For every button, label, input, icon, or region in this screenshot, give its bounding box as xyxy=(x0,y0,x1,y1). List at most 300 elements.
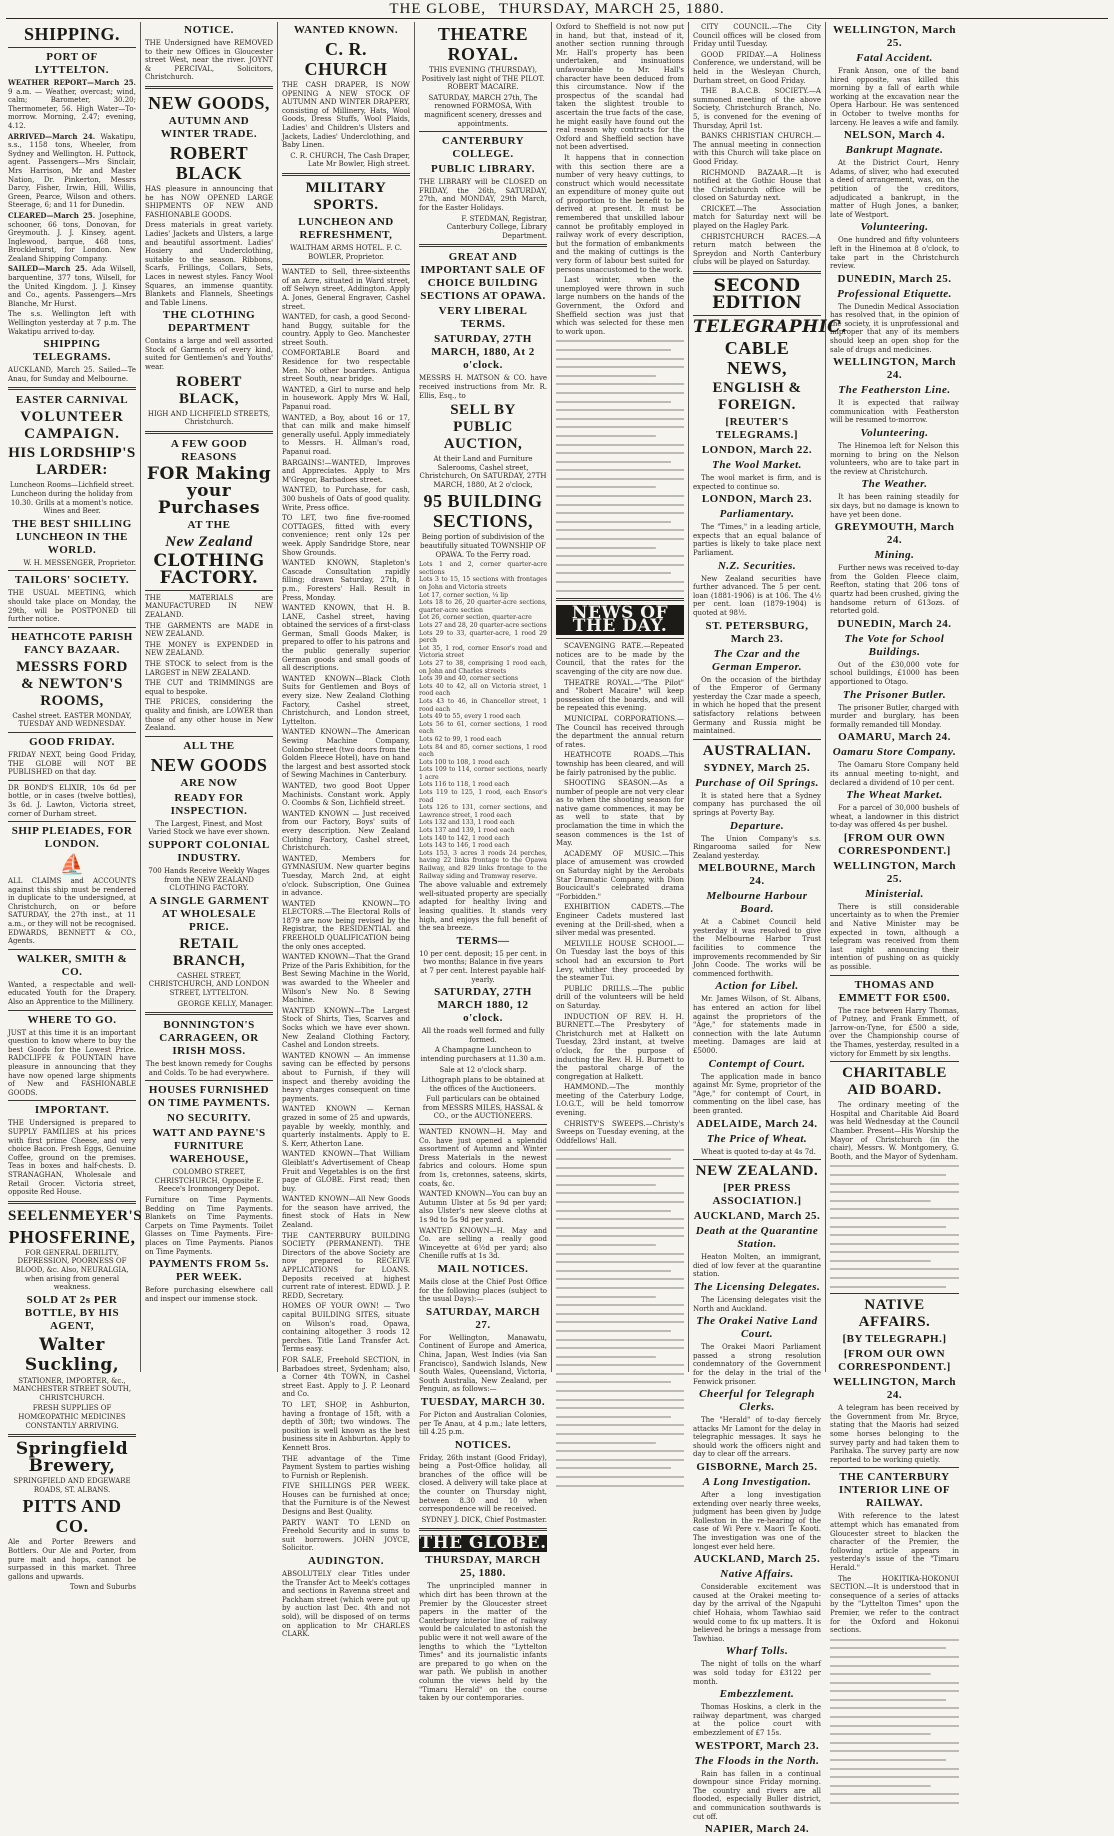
at-the: AT THE xyxy=(187,518,231,531)
where-to-go-body: JUST at this time it is an important question to know where to buy the best Goods for the Lowest Price. RADCLIFFE & FOUNTAIN have pleasure in announcing that they have now opened large shipments of New and FASHIONABLE GOODS. xyxy=(8,1028,136,1097)
interior-continuation xyxy=(830,1637,959,1807)
above-valuable: The above valuable and extremely well-situated property are specially adapted for healthy living and leasing qualities. It stands very high, and enjoys the full benefit of the sea breeze. xyxy=(419,881,547,933)
volunteer-campaign-heading: VOLUNTEER CAMPAIGN. xyxy=(20,409,124,443)
charitable-aid-heading: CHARITABLE AID BOARD. xyxy=(842,1065,947,1099)
classified-ad: WANTED, Members for GYMNASIUM. New quarter begins Tuesday, March 2nd, at eight o'clock. Subscription, One Guinea in advance. xyxy=(282,854,410,898)
largest-stock: The Largest, Finest, and Most Varied Stock we have ever shown. xyxy=(148,819,270,837)
lot-item: Lots 100 to 108, 1 rood each xyxy=(419,758,510,766)
classified-ad: THE CANTERBURY BUILDING SOCIETY (PERMANENT). THE Directors of the above Society are now prepared to RECEIVE APPLICATIONS for LOANS. Deposits received at highest current rate of interest. EDWD. J. P. REDD, Secretary. xyxy=(282,1231,410,1300)
long-investigation-heading: A Long Investigation. xyxy=(702,1476,812,1489)
seelenmeyer-heading: SEELENMEYER'S xyxy=(8,1207,143,1224)
reason-3: THE MONEY is EXPENDED in NEW ZEALAND. xyxy=(145,640,273,658)
column-5 xyxy=(552,22,689,1372)
harbour-board-heading: Melbourne Harbour Board. xyxy=(706,890,808,916)
fatal-accident-body: Frank Anson, one of the band hired opposite, was killed this morning by a fall of earth while working at the excavation near the Opera Harbour. He was sentenced in October to twelve months for larceny. He leaves a wife and family. xyxy=(830,67,959,127)
robert-black-heading: ROBERT BLACK xyxy=(169,142,249,183)
cleared-notice: CLEARED—March 25. Josephine, schooner, 66 tons, Donovan, for Greymouth. J. J. Kinsey, agent. Inglewood, barque, 468 tons, Brocklehurst, for London. New Zealand Shipping Company. xyxy=(8,210,136,263)
lot-item: Lots 126 to 131, corner sections, and Lawrence street, 1 rood each xyxy=(419,804,547,819)
embezzlement-body: Thomas Hoskins, a clerk in the railway department, was charged at the police court with embezzlement of £7 15s. xyxy=(693,1703,821,1737)
departure-heading: Departure. xyxy=(729,819,785,832)
good-friday-conference: GOOD FRIDAY.—A Holiness Conference, we understand, will be held in the Wesleyan Church, Durham street, on Good Friday. xyxy=(693,50,821,85)
masthead-date: THURSDAY, MARCH 25, 1880. xyxy=(498,1,725,17)
before-purchasing: Before purchasing elsewhere call and inspect our immense stock. xyxy=(145,1286,273,1303)
floods-heading: The Floods in the North. xyxy=(694,1754,820,1767)
reason-5: THE CUT and TRIMMINGS are equal to bespoke. xyxy=(145,679,273,696)
english-foreign: ENGLISH & FOREIGN. xyxy=(712,380,802,414)
mail-tuesday-body: For Picton and Australian Colonies, per Te Anau, at 4 p.m.; late letters, till 4.25 p.m. xyxy=(419,1410,547,1437)
charitable-continuation xyxy=(830,1163,959,1290)
classified-ad: WANTED KNOWN, that H. B. LANE, Cashel street, having obtained the services of a first-class German, Small Goods Maker, is prepared to offer to his patrons and the public generally superior German goods and small goods of all descriptions. xyxy=(282,604,410,673)
embezzlement-heading: Embezzlement. xyxy=(719,1688,795,1701)
prisoner-heading: The Prisoner Butler. xyxy=(842,688,947,701)
lot-item: Lots 43 to 46, in Chancellor street, 1 rood each xyxy=(419,697,547,713)
autumn-heading: AUTUMN AND WINTER TRADE. xyxy=(160,114,258,140)
lot-item: Lots 137 and 139, 1 rood each xyxy=(419,827,515,835)
reason-4: THE STOCK to select from is the LARGEST in NEW ZEALAND. xyxy=(145,660,273,677)
wanted-ad: WANTED KNOWN—You can buy an Autumn Ulster at 5s 9d per yard; also Ulster's new sleeve cloths at 1s 9d to 5s 9d per yard. xyxy=(419,1190,547,1224)
lot-item: Lots 153, 3 acres 3 roods 24 perches, having 22 links frontage to the Opawa Railway, and 829 links frontage to the Railway siding and Tramway reserve. xyxy=(419,849,547,880)
masthead xyxy=(6,0,1108,19)
lot-item: Lot 17, corner section, ¼ lip xyxy=(419,591,509,599)
column-4 xyxy=(415,22,552,1703)
weather-body: It has been raining steadily for six days, but no damage is known to have yet been done. xyxy=(830,493,959,519)
native-affairs-body: Considerable excitement was caused at the Orakei meeting to-day by the arrival of the Ngapuhi chief Hohaia, whom Tawhiao said would come to fix up matters. It is believed he brings a message from Tawhiao. xyxy=(693,1583,821,1643)
classified-ad: WANTED, a Boy, about 16 or 17, that can milk and make himself generally useful. Apply immediately to Messrs. H. Allman's road, Papanui road. xyxy=(282,413,410,456)
reuter-telegrams: [REUTER'S TELEGRAMS.] xyxy=(715,416,799,442)
by-telegraph: [BY TELEGRAPH.] xyxy=(842,1333,947,1346)
nz-securities-heading: N.Z. Securities. xyxy=(717,559,797,572)
dateline-london-22: LONDON, March 22. xyxy=(701,444,813,457)
messrs-ford-heading: MESSRS FORD & NEWTON'S ROOMS, xyxy=(16,658,128,709)
clothing-dept-heading: THE CLOTHING DEPARTMENT xyxy=(162,309,256,335)
departure-body: The Union Company's s.s. Ringarooma sailed for New Zealand yesterday. xyxy=(693,834,821,860)
sell-auction: SELL BY PUBLIC AUCTION, xyxy=(443,402,523,453)
lot-item: Lots 1 and 2, corner quarter-acre sections xyxy=(419,561,547,576)
classified-ad: WANTED KNOWN—TO ELECTORS.—The Electoral Rolls of 1879 are now being revised by the Registrar, the RESIDENTIAL and FREEHOLD QUALIFICATION being the only ones accepted. xyxy=(282,899,410,951)
oamaru-store-body: The Oamaru Store Company held its annual meeting to-night, and declared a dividend of 10 per cent. xyxy=(830,761,959,787)
postmaster-sign: SYDNEY J. DICK, Chief Postmaster. xyxy=(421,1515,547,1524)
reason-6: THE PRICES, considering the quality and finish, are LOWER than those of any other house in New Zealand. xyxy=(145,698,273,733)
news-item: EXHIBITION CADETS.—The Engineer Cadets mustered last evening at the Drill-shed, when a silver medal was presented. xyxy=(556,903,684,938)
dateline-wellington-march-24: WELLINGTON, March 24. xyxy=(833,1376,956,1402)
bankrupt-heading: Bankrupt Magnate. xyxy=(845,144,944,157)
dateline-gisborne: GISBORNE, March 25. xyxy=(696,1461,818,1474)
hokitika-body: The HOKITIKA-HOKONUI SECTION.—It is understood that in consequence of a series of attacks by the "Lyttelton Times" upon the Premier, we refer to the contract for the Oxford and Hokonui sections. xyxy=(830,1574,959,1635)
great-sale: GREAT AND IMPORTANT SALE OF CHOICE BUILDING SECTIONS AT OPAWA. xyxy=(420,251,546,303)
parliamentary-body: The "Times," in a leading article, expects that an equal balance of parties is likely to take place next Parliament. xyxy=(693,523,821,557)
volunteering-2-heading: Volunteering. xyxy=(860,427,929,440)
classified-ad: WANTED KNOWN — Just received from our Factory, Boys' suits of every description. New Zealand Clothing Factory, Cashel street, Christchurch. xyxy=(282,809,410,853)
mail-notices-heading: MAIL NOTICES. xyxy=(437,1262,529,1275)
mail-saturday: SATURDAY, MARCH 27. xyxy=(425,1305,541,1331)
town-suburbs: Town and Suburbs xyxy=(69,1583,136,1592)
tailors-heading: TAILORS' SOCIETY. xyxy=(14,574,130,587)
walker-heading: WALKER, SMITH & CO. xyxy=(16,952,128,978)
dateline-dunedin-25: DUNEDIN, March 25. xyxy=(837,272,952,285)
heathcote-heading: HEATHCOTE PARISH FANCY BAZAAR. xyxy=(11,630,133,656)
saturday-formosa: SATURDAY, MARCH 27th, The renowned FORMOSA, With magnificent scenery, dresses and appointments. xyxy=(424,93,542,128)
good-friday-heading: GOOD FRIDAY. xyxy=(29,735,115,748)
czar-heading: The Czar and the German Emperor. xyxy=(711,647,802,673)
dateline-oamaru: OAMARU, March 24. xyxy=(838,731,951,744)
telegrams-body: AUCKLAND, March 25. Sailed—Te Anau, for Sunday and Melbourne. xyxy=(8,366,136,383)
cashel-london: CASHEL STREET, CHRISTCHURCH, AND LONDON STREET, LYTTELTON. xyxy=(148,971,270,997)
roads-formed: All the roads well formed and fully formed. xyxy=(421,1027,545,1044)
interior-line-heading: THE CANTERBURY INTERIOR LINE OF RAILWAY. xyxy=(838,1471,951,1510)
classified-ad: TO LET, two fine five-roomed COTTAGES, fitted with every convenience; rent only 12s per week. Apply Sandridge Store, near Show Grounds. xyxy=(282,514,410,557)
classified-ad: ABSOLUTELY clear Titles under the Transfer Act to Meek's cottages and sections in Ravenna street and Packham street (which were put up by auction last Dec. 4th and not sold), will be disposed of on terms on application to Mr CHARLES CLARK. xyxy=(282,1570,410,1639)
nz-securities-body: New Zealand securities have further advanced. The 5 per cent. loan (1881-1906) is at 106. The 4½ per cent. loan (1879-1904) is quoted at 98½. xyxy=(693,574,821,617)
harbour-board-body: At a Cabinet Council held yesterday it was resolved to give the Melbourne Harbor Trust facilities to commence the improvements recommended by Sir John Coode. The works will be commenced forthwith. xyxy=(693,918,821,978)
native-affairs-col7-heading: NATIVE AFFAIRS. xyxy=(858,1297,931,1331)
cheerful-heading: Cheerful for Telegraph Clerks. xyxy=(699,1388,815,1414)
sailed-notice: SAILED—March 25. Ada Wilsell, barquentine, 377 tons, Wilsell, for the United Kingdom. J. J. Kinsey and Co., agents. Passengers—Mrs Blanche, Mr Hurst. xyxy=(8,264,137,308)
dateline-melbourne: MELBOURNE, March 24. xyxy=(698,862,816,888)
messrs-ford-body: Cashel street. EASTER MONDAY, TUESDAY AND WEDNESDAY. xyxy=(12,711,132,729)
lot-item: Lot 35, 1 rod, corner Ensor's road and Victoria street xyxy=(419,644,547,660)
reason-1: THE MATERIALS are MANUFACTURED IN NEW ZEALAND. xyxy=(145,593,273,620)
new-goods-2: NEW GOODS xyxy=(150,754,268,775)
where-to-go-heading: WHERE TO GO. xyxy=(27,1013,117,1026)
wanted-ad: WANTED KNOWN—H. May and Co. have just opened a splendid assortment of Autumn and Winter Dress Materials in the newest fabrics and colours. Home spun from 1s, cretonnes, sateens, skirts, coats, &c. xyxy=(419,1128,547,1188)
lot-item: Lots 62 to 99, 1 rood each xyxy=(419,735,502,743)
lot-item: Lots 27 to 38, comprising 1 rood each, on John and Charles streets xyxy=(419,659,547,675)
own-correspondent: [FROM OUR OWN CORRESPONDENT.] xyxy=(838,831,951,857)
robert-black-sign: ROBERT BLACK, xyxy=(176,373,242,407)
orakei-body: The Orakei Maori Parliament passed a strong resolution condemnatory of the Government for the delay in the trial of the Fenwick prisoner. xyxy=(693,1343,821,1386)
the-globe-heading: THE GLOBE. xyxy=(419,1533,547,1554)
elixir-ad: DR BOND'S ELIXIR, 10s 6d per bottle, or in cases (twelve bottles), 3s 6d. J. Lawton, Victoria street, corner of Durham street. xyxy=(8,783,136,818)
lot-item: Lots 39 and 40, corner sections xyxy=(419,675,519,683)
dateline-adelaide: ADELAIDE, March 24. xyxy=(696,1117,818,1130)
interior-line-body: With reference to the latest attempt which has emanated from Gloucester street to blacken the character of the Premier, the following article appears in yesterday's issue of the "Timaru Herald." xyxy=(830,1512,959,1572)
ministerial-body: There is still considerable uncertainty as to when the Premier and Native Minister may be expected in town, although a telegram was received from them last night announcing their intention of pushing on as quickly as possible. xyxy=(830,902,959,972)
classified-ad: WANTED KNOWN — An immense saving can be effected by persons about to Furnish, if they will inspect and thereby avoiding the heavy charges consequent on time payments. xyxy=(282,1051,410,1103)
wanted-ad: WANTED KNOWN—H. May and Co. are selling a really good Winceyette at 6½d per yard; also Chenille ruffs at 1s 3d. xyxy=(419,1226,547,1261)
masthead-title: THE GLOBE, xyxy=(389,1,487,17)
libel-heading: Action for Libel. xyxy=(715,980,799,993)
lot-item: Lots 119 to 125, 1 rood, each Ensor's road xyxy=(419,789,547,804)
classified-ads xyxy=(282,268,410,1639)
news-item: ACADEMY OF MUSIC.—This place of amusement was crowded on Saturday night by the Aerobats Star Dramatic Company, with Dion Boucicault's celebrated drama "Forbidden." xyxy=(556,849,684,901)
professional-heading: Professional Etiquette. xyxy=(837,287,952,300)
quarantine-heading: Death at the Quarantine Station. xyxy=(695,1225,819,1251)
weather-report: WEATHER REPORT—March 25. 9 a.m. — Weather, overcast; wind, calm; Barometer, 30.20; Thermometer, 56. High Water—To-morrow. Morning, 2.47; evening, 4.12. xyxy=(8,78,136,130)
wool-market-heading: The Wool Market. xyxy=(712,459,802,472)
native-affairs-col7-body: A telegram has been received by the Government from Mr. Bryce, stating that the Maoris had seized some horses belonging to the survey party and had taken them to Parihaka. The survey party are now reported to be working quietly. xyxy=(830,1404,959,1464)
important-body: THE Undersigned is prepared to SUPPLY FAMILIES at his prices with first prime Cheese, and very choice Bacon. Fresh Eggs, Genuine Coffee, ground on the premises. Teas in boxes and half-chests. D. STRANAGHAN, Wholesale and Retail Grocer. Victoria street, opposite Red House. xyxy=(8,1119,136,1197)
luncheon-refreshment: LUNCHEON AND REFRESHMENT, xyxy=(298,215,394,241)
bonnington-body: The best known remedy for Coughs and Colds. To be had everywhere. xyxy=(145,1060,273,1077)
volunteering-2-body: The Hinemoa left for Nelson this morning to bring on the Nelson volunteers, who are to take part in the review at Christchurch. xyxy=(830,442,959,476)
dateline-westport: WESTPORT, March 23. xyxy=(694,1739,820,1752)
champagne-luncheon: A Champagne Luncheon to intending purchasers at 11.30 a.m. xyxy=(420,1046,546,1063)
lot-item: Lots 84 and 85, corner sections, 1 rood each xyxy=(419,743,547,759)
library-body: THE LIBRARY will be CLOSED on FRIDAY, the 26th, SATURDAY, 27th, and MONDAY, 29th March, for the Easter Holidays. xyxy=(419,178,547,212)
delegates-heading: The Licensing Delegates. xyxy=(693,1280,821,1293)
notice-body: THE Undersigned have REMOVED to their new Offices in Gloucester street West, near the river. JOYNT & PERCIVAL, Solicitors, Christchurch. xyxy=(145,39,273,82)
volunteering-body: One hundred and fifty volunteers left in the Hinemoa at 8 o'clock, to take part in the Christchurch review. xyxy=(830,236,959,271)
bankrupt-body: At the District Court, Henry Adams, of sliver, who had executed a deed of arrangement, was, on the petition of the creditors, adjudicated a bankrupt, in the matter of Hugh Jones, a banker, late of Westport. xyxy=(830,159,959,219)
news-item: THEATRE ROYAL.—"The Pilot" and "Robert Macaire" will keep possession of the boards, and will be repeated this evening. xyxy=(556,678,684,713)
column-1 xyxy=(4,22,143,1592)
second-edition: SECOND EDITION xyxy=(711,276,803,314)
lot-list xyxy=(419,561,547,880)
wanted-known-heading: WANTED KNOWN. xyxy=(293,24,399,36)
thomas-emmett-body: The race between Harry Thomas, of Putney, and Frank Emmett, of Jarrow-on-Tyne, for £500 a side, over the Championship course of the Thames, yesterday, resulted in a victory for Emmett by six lengths. xyxy=(830,1006,959,1058)
press-association: [PER PRESS ASSOCIATION.] xyxy=(712,1182,802,1208)
classified-ad: TO LET, SHOP, in Ashburton, having a frontage of 15ft, with a depth of 30ft; two windows. The position is well known as the best business site in Ashburton. Apply to Kennett Bros. xyxy=(282,1400,410,1452)
classified-ad: WANTED KNOWN, Stapleton's Cascade Consultation rapidly filling; drawn Saturday, 27th, 8 p.m., Foresters' Hall. Result in Press, Monday. xyxy=(282,559,410,602)
news-continuation xyxy=(556,1147,684,1489)
cheerful-body: The "Herald" of to-day fiercely attacks Mr Lamont for the delay in telegraphic messages. It says he should work the officers night and day to clear off the arrears. xyxy=(693,1416,821,1459)
lot-item: Lots 3 to 15, 15 sections with frontages on John and Victoria streets xyxy=(419,576,547,592)
dateline-sydney: SYDNEY, March 25. xyxy=(703,761,811,774)
waltham-arms: WALTHAM ARMS HOTEL. F. C. BOWLER, Proprietor. xyxy=(290,243,402,261)
walker-body: Wanted, a respectable and well-educated Youth for the Drapery. Also an Apprentice to the Millinery. xyxy=(8,980,136,1007)
lot-item: Lots 143 to 146, 1 rood each xyxy=(419,842,510,850)
cable-news-heading: CABLE NEWS, xyxy=(724,338,790,379)
pleiades-body: ALL CLAIMS and ACCOUNTS against this ship must be rendered in duplicate to the undersigned, at Christchurch, on or before SATURDAY, the 27th inst., at 11 a.m., or they will not be recognised. EDWARDS, BENNETT & CO., Agents. xyxy=(8,877,136,946)
dateline-nelson: NELSON, March 4. xyxy=(843,129,946,142)
classified-ad: WANTED KNOWN—That the Grand Prize of the Paris Exhibition, for the Best Sewing Machine in the World, was awarded to the Wheeler and Wilson's New No. 8 Sewing Machine. xyxy=(282,953,410,1005)
news-item: MUNICIPAL CORPORATIONS.—The Council has received through the department the annual return of rates. xyxy=(556,714,684,749)
dateline-wellington-25: WELLINGTON, March 25. xyxy=(833,24,956,49)
local-item: RICHMOND BAZAAR.—It is notified at the Gothic House that the Christchurch office will be closed on Saturday next. xyxy=(693,168,821,203)
czar-body: On the occasion of the birthday of the Emperor of Germany yesterday the Czar made a speech, in which he hoped that the present satisfactory relations between Germany and Russia might be maintained. xyxy=(693,675,821,736)
price-wheat-body: Wheat is quoted to-day at 4s 7d. xyxy=(701,1147,816,1156)
news-item: SCAVENGING RATE.—Repeated notices are to be made by the Council, that the rates for the scavenging of the city are now due. xyxy=(556,642,684,676)
no-security: NO SECURITY. xyxy=(167,1112,251,1125)
lot-item: Lots 40 to 42, all on Victoria street, 1 rood each xyxy=(419,682,547,698)
lithograph-plans: Lithograph plans to be obtained at the offices of the Auctioneers. xyxy=(421,1076,545,1093)
dateline-wellington-march-25: WELLINGTON, March 25. xyxy=(833,859,956,885)
high-st: HIGH AND LICHFIELD STREETS, Christchurch. xyxy=(147,409,271,427)
lot-item: Lots 140 to 142, 1 rood each xyxy=(419,834,510,842)
telegrams-heading: SHIPPING TELEGRAMS. xyxy=(32,338,112,364)
few-good-reasons: A FEW GOOD REASONS xyxy=(170,437,248,463)
classified-ad: WANTED, to Purchase, for cash, 300 bushels of Oats of good quality. Write, Press office. xyxy=(282,486,410,512)
column-7 xyxy=(826,22,963,1635)
wheat-market-body: For a parcel of 30,000 bushels of wheat, a landowner in this district to-day was offered 4s per bushel. xyxy=(830,804,959,830)
column-6 xyxy=(689,22,848,1836)
easter-carnival-heading: EASTER CARNIVAL xyxy=(15,394,129,407)
new-zealand: New Zealand xyxy=(165,533,253,550)
news-item: PUBLIC DRILLS.—The public drill of the volunteers will be held on Saturday. xyxy=(556,984,684,1010)
cr-church-heading: C. R. CHURCH xyxy=(304,39,388,79)
arrived-notice: ARRIVED—March 24. Wakatipu, s.s., 1158 tons, Wheeler, from Sydney and Wellington. H. Puttock, agent. Passengers—Mrs Sinclair, Mrs Harrison, Mr and Master Nation, Dr. Pinkerton, Messrs Darcy, Fisher, Irwin, Hill, Willis, Green, Pearce, Wilson and others. Steerage, 6; and 11 for Dunedin. xyxy=(8,131,136,210)
shipping-note: The s.s. Wellington left with Wellington yesterday at 7 p.m. The Wakatipu arrived to-day. xyxy=(8,310,136,336)
column-2 xyxy=(141,22,278,1372)
australian-heading: AUSTRALIAN. xyxy=(702,742,812,759)
column-3 xyxy=(278,22,415,1639)
mail-saturday-body: For Wellington, Manawatu, Continent of Europe and America, China, Japan, West Indies (via San Francisco), Sandwich Islands, New South Wales, Queensland, Victoria, South Australia, New Zealand, per Penguin, as follows:— xyxy=(419,1333,547,1394)
ministerial-heading: Ministerial. xyxy=(865,887,924,900)
lot-item: Lots 49 to 55, every 1 rood each xyxy=(419,713,521,721)
suckling-heading: Walter Suckling, xyxy=(24,1334,120,1375)
telegraphic-heading: TELEGRAPHIC. xyxy=(693,317,848,338)
houses-furnished: HOUSES FURNISHED ON TIME PAYMENTS. xyxy=(147,1084,271,1110)
classified-ad: WANTED to Sell, three-sixteenths of an Acre, situated in Ward street, off Selwyn street, Addington. Apply A. Jones, General Engraver, Cashel street. xyxy=(282,268,410,311)
news-item: HEATHCOTE ROADS.—This township has been cleared, and will be fairly patronised by the public. xyxy=(556,751,684,777)
classified-ad: THE advantage of the Time Payment System to parties wishing to Furnish or Replenish. xyxy=(282,1454,410,1480)
homeopathic: FRESH SUPPLIES OF HOMŒOPATHIC MEDICINES CONSTANTLY ARRIVING. xyxy=(18,1404,126,1430)
classified-ad: WANTED KNOWN—Black Cloth Suits for Gentlemen and Boys of every size. New Zealand Clothing Factory, Cashel street, Christchurch, and London street, Lyttelton. xyxy=(282,674,410,726)
springfield-body: SPRINGFIELD AND EDGEWARE ROADS, ST. ALBANS. xyxy=(13,1477,131,1494)
professional-body: The Dunedin Medical Association has resolved that, in the opinion of the society, it is unprofessional and improper that any of its members should keep an open shop for the sale of drugs and medicines. xyxy=(830,302,959,354)
new-zealand-heading: NEW ZEALAND. xyxy=(695,1163,819,1180)
globe-editorial: The unprincipled manner in which dirt has been thrown at the Premier by the Gloucester street papers in the matter of the Canterbury interior line of railway would be calculated to astonish the public were it not well aware of the lengths to which the "Lyttelton Times" and its journalistic infants are prepared to go when on the war path. We publish in another column the views held by the "Timaru Herald" on the course taken by our contemporaries. xyxy=(419,1582,547,1703)
lot-item: Lots 109 to 114, corner sections, nearly 1 acre xyxy=(419,766,547,781)
lot-item: Lots 56 to 61, corner sections, 1 rood each xyxy=(419,720,547,736)
canterbury-college: CANTERBURY COLLEGE. xyxy=(441,135,525,161)
oamaru-store-heading: Oamaru Store Company. xyxy=(832,746,957,759)
libel-body: Mr. James Wilson, of St. Albans, has entered an action for libel against the proprietors of the "Age," for statements made in connection with the late Autumn meeting. Damages are laid at £5000. xyxy=(693,995,821,1055)
weather-heading: The Weather. xyxy=(861,478,928,491)
pitts-heading: PITTS AND CO. xyxy=(22,1496,122,1537)
delegates-body: The Licensing delegates visit the North and Auckland. xyxy=(693,1295,821,1313)
native-affairs-heading: Native Affairs. xyxy=(720,1568,794,1581)
volunteering-heading: Volunteering. xyxy=(860,221,929,234)
contempt-heading: Contempt of Court. xyxy=(708,1057,806,1070)
larder-heading: HIS LORDSHIP'S LARDER: xyxy=(8,445,136,479)
classified-ad: FOR SALE, Freehold SECTION, in Barbadoes street, Sydenham; also, a Corner 4th TOWN, in Cashel street East. Apply to J. P. Leonard and Co. xyxy=(282,1355,410,1399)
building-sections: 95 BUILDING SECTIONS, xyxy=(423,491,543,532)
phosferine-heading: PHOSFERINE, xyxy=(8,1226,136,1247)
stedman-sign: F. STEDMAN, Registrar, Canterbury College, Library Department. xyxy=(446,214,547,240)
local-item: CHRISTCHURCH RACES.—A return match between the Spreydon and North Canterbury clubs will be played on Saturday. xyxy=(693,232,821,267)
oil-springs-heading: Purchase of Oil Springs. xyxy=(695,776,819,789)
payments-weekly: PAYMENTS FROM 5s. PER WEEK. xyxy=(148,1258,270,1284)
classified-ad: WANTED KNOWN—That William Gleiblatt's Advertisement of Cheap Fruit and Vegetables is on the first page of GLOBE. First read; then buy. xyxy=(282,1150,410,1193)
tailors-body: THE USUAL MEETING, which should take place on Monday, the 29th, will be POSTPONED till further notice. xyxy=(8,589,136,624)
classified-ad: PARTY WANT TO LEND on Freehold Security and in sums to suit borrowers. JOHN JOYCE, Solicitor. xyxy=(282,1518,410,1553)
wool-market-body: The wool market is firm, and is expected to continue so. xyxy=(693,474,821,491)
sold-at: SOLD AT 2s PER BOTTLE, BY HIS AGENT, xyxy=(24,1293,120,1332)
clothing-factory: CLOTHING FACTORY. xyxy=(153,550,265,588)
colombo-street: COLOMBO STREET, CHRISTCHURCH, Opposite E. Reece's Ironmongery Depot. xyxy=(154,1168,264,1194)
important-heading: IMPORTANT. xyxy=(34,1104,110,1117)
saturday-again: SATURDAY, 27TH MARCH 1880, 12 o'clock. xyxy=(434,986,532,1025)
news-item: HAMMOND.—The monthly meeting of the Caterbury Lodge, I.O.G.T., will be held tomorrow evening. xyxy=(556,1083,684,1118)
floods-body: Rain has fallen in a continual downpour since Friday morning. The country and rivers are all flooded, especially Buller district, and communication southwards is cut off. xyxy=(693,1769,821,1821)
this-evening: THIS EVENING (THURSDAY), Positively last night of THE PILOT. ROBERT MACAIRE. xyxy=(421,66,545,92)
dateline-napier: NAPIER, March 24. xyxy=(704,1823,810,1836)
featherston-heading: The Featherston Line. xyxy=(838,384,951,397)
local-item: THE B.A.C.B. SOCIETY.—A summoned meeting of the above Society, Christchurch Branch, No. 5, is convened for the evening of Thursday, April 1st. xyxy=(693,87,821,130)
bonnington-heading: BONNINGTON'S CARRAGEEN, OR IRISH MOSS. xyxy=(159,1019,259,1058)
wharf-tolls-body: The night of tolls on the wharf was sold today for £3122 per month. xyxy=(693,1660,821,1686)
saturday-27: SATURDAY, 27TH MARCH, 1880, At 2 o'clock. xyxy=(431,333,535,372)
editorial-top: Oxford to Sheffield is not now put in hand, but that, instead of it, another section running through Mr. Hall's property has been undertaken, and insinuations unfavourable to Mr. Hall's character have been deduced from this circumstance. Now if the prospectus of the scandal had taken the slightest trouble to ascertain the true facts of the case, he might easily have found out the real reason why contracts for the Oxford and Sheffield section have not been advertised. xyxy=(556,23,684,152)
larder-body: Luncheon Rooms—Lichfield street. Luncheon during the holiday from 10.30. Grills at a moment's notice. Wines and Beer. xyxy=(9,481,135,516)
oil-springs-body: It is stated here that a Sydney company has purchased the oil springs at Poverty Bay. xyxy=(693,791,821,817)
mail-body: Mails close at the Chief Post Office for the following places (subject to the usual Days):— xyxy=(419,1277,547,1304)
city-council: CITY COUNCIL.—The City Council offices will be closed from Friday until Tuesday. xyxy=(693,23,821,49)
price-wheat-heading: The Price of Wheat. xyxy=(706,1132,808,1145)
classified-ad: WANTED KNOWN — Kernan grazed in some of 25 and upwards, payable by weekly, monthly, and quarterly instalments. Apply to E. S. Kerr, Atherton Lane. xyxy=(282,1105,410,1148)
globe-date: THURSDAY, MARCH 25, 1880. xyxy=(425,1554,541,1580)
classified-ad: WANTED KNOWN—All New Goods for the season have arrived, the finest stock of Hats in New Zealand. xyxy=(282,1195,410,1230)
fatal-accident-heading: Fatal Accident. xyxy=(856,52,933,64)
retail-branch: RETAIL BRANCH, xyxy=(172,935,246,969)
best-luncheon: THE BEST SHILLING LUNCHEON IN THE WORLD. xyxy=(12,517,132,556)
dateline-dunedin-24: DUNEDIN, March 24. xyxy=(837,617,952,630)
making-purchases: FOR Making your Purchases xyxy=(146,463,272,518)
editorial-continuation xyxy=(556,338,684,594)
news-item: MELVILLE HOUSE SCHOOL.—On Tuesday last the boys of this school had an excursion to Port Levy, whither they proceeded by the steamer Tui. xyxy=(556,939,684,983)
military-sports: MILITARY SPORTS. xyxy=(305,179,387,213)
local-item: CRICKET.—The Association match for Saturday next will be played on the Hagley Park. xyxy=(693,204,821,231)
reason-2: THE GARMENTS are MADE in NEW ZEALAND. xyxy=(145,621,273,639)
news-item: SHOOTING SEASON.—As a number of people are not very clear as to when the shooting season for native game commences, it may be as well to state that by proclamation the time in which the season commences is the 1st of May. xyxy=(556,779,684,848)
are-now: ARE NOW xyxy=(180,776,238,789)
mining-body: Further news was received to-day from the Golden Fleece claim, Reefton, stating that 206 tons of quartz had been crushed, giving the handsome return of 613ozs. of retorted gold. xyxy=(830,564,959,616)
sale-time: Sale at 12 o'clock sharp. xyxy=(439,1065,527,1074)
furniture-list: Furniture on Time Payments. Bedding on Time Payments. Blankets on Time Payments. Carpets on Time Payments. Toilet Glasses on Time Payments. Fire-places on Time Payments. Pianos on Time Payments. xyxy=(145,1196,273,1256)
lot-item: Lots 27 and 28, 20 quarter-acre sections xyxy=(419,622,547,629)
matson-messrs: MESSRS H. MATSON & CO. have received instructions from Mr. R. Ellis, Esq., to xyxy=(419,374,547,400)
clothing-dept-body: Contains a large and well assorted Stock of Garments of every kind, suited for Gentlemen's and Youths' wear. xyxy=(145,337,273,372)
long-investigation-body: After a long investigation extending over nearly three weeks, judgment has been given by Judge Rolleston in the re-hearing of the case of Wi Pere v. Maori Te Kooti. The investigation was one of the longest ever held here. xyxy=(693,1491,821,1551)
classified-ad: WANTED, for cash, a good Second-hand Buggy, suitable for the country. Apply to Geo. Manchester street South. xyxy=(282,313,410,347)
black-body: HAS pleasure in announcing that he has NOW OPENED LARGE SHIPMENTS OF NEW AND FASHIONABLE GOODS. xyxy=(145,184,273,219)
terms-body: 10 per cent. deposit; 15 per cent. in two months; Balance in five years at 7 per cent. Interest payable half-yearly. xyxy=(419,949,547,984)
full-particulars: Full particulars can be obtained from MESSRS MILES, HASSAL & CO., or the AUCTIONEERS. xyxy=(422,1095,544,1121)
editorial-mid-2: Last winter, when the unemployed were thrown in such large numbers on the hands of the Government, the Oxford and Sheffield section was just that which was selected for these men to work upon. xyxy=(556,276,684,336)
featherston-body: It is expected that railway communication with Featherston will be resumed to-morrow. xyxy=(830,399,959,425)
school-vote-body: Out of the £30,000 vote for school buildings, £1000 has been apportioned to Otago. xyxy=(830,660,959,686)
port-heading: PORT OF LYTTELTON. xyxy=(35,51,109,76)
lot-item: Lots 29 to 33, quarter-acre, 1 rood 29 perch xyxy=(419,629,547,645)
pitts-body: Ale and Porter Brewers and Bottlers. Our Ale and Porter, from pure malt and hops, cannot be surpassed in this market. Three gallons and upwards. xyxy=(8,1538,136,1581)
local-item: BANKS CHRISTIAN CHURCH.—The annual meeting in connection with this Church will take place on Good Friday. xyxy=(693,132,821,166)
mail-tuesday: TUESDAY, MARCH 30. xyxy=(420,1395,546,1408)
larder-proprietor: W. H. MESSENGER, Proprietor. xyxy=(23,558,136,567)
classified-ad: HOMES OF YOUR OWN! — Two capital BUILDING SITES, situate on Wilson's road, Opawa, containing altogether 3 roods 12 perches. Title Land Transfer Act. Terms easy. xyxy=(282,1302,410,1354)
classified-ad: WANTED KNOWN—The Largest Stock of Shirts, Ties, Scarves and Socks which we have ever shown. New Zealand Clothing Factory, Cashel and London streets. xyxy=(282,1006,410,1050)
news-item: CHRISTY'S SWEEPS.—Christy's Sweeps on Tuesday evening, at the Oddfellows' Hall. xyxy=(556,1119,684,1145)
editorial-mid: It happens that in connection with this section there are a number of very heavy cuttings, to construct which would necessitate an expenditure of money quite out of proportion to the benefit to be derived at present. It must be remembered that unskilled labour cannot be profitably employed in railway work of every description, but the formation of embankments and the making of cuttings is the very form of labour best suited for persons unaccustomed to the work. xyxy=(556,153,684,274)
classified-ad: WANTED KNOWN—The American Sewing Machine Company, Colombo street (two doors from the Golden Fleece Hotel), have on hand the largest and best assorted stock of Sewing Machines in Canterbury. xyxy=(282,728,410,780)
classified-ad: COMFORTABLE Board and Residence for two respectable Men. No other boarders. Antigua street South, near bridge. xyxy=(282,349,410,384)
dateline-st-petersburg: ST. PETERSBURG, March 23. xyxy=(705,619,809,645)
notice-heading: NOTICE. xyxy=(184,24,234,36)
lot-item: Lots 132 and 133, 1 rood each xyxy=(419,819,515,827)
prisoner-body: The prisoner Butler, charged with murder and burglary, has been formally remanded till Monday. xyxy=(830,703,959,729)
springfield-heading: Springfield Brewery, xyxy=(15,1439,129,1477)
classified-ad: FIVE SHILLINGS PER WEEK. Houses can be furnished at once; that the Furniture is of the Newest Designs and Best Quality. xyxy=(282,1482,410,1517)
notices-body: Friday, 26th instant (Good Friday), being a Post-Office holiday, all branches of the office will be closed. A delivery will take place at the counter on Thursday night, between 8.30 and 10 when correspondence will be received. xyxy=(419,1453,547,1514)
very-liberal: VERY LIBERAL TERMS. xyxy=(438,305,528,331)
being-portion: Being portion of subdivision of the beautifully situated TOWNSHIP OF OPAWA. To the Ferry road. xyxy=(419,533,547,559)
land-salerooms: At their Land and Furniture Salerooms, Cashel street, Christchurch, On SATURDAY, 27TH MARCH, 1880, At 2 o'clock, xyxy=(419,455,547,489)
cr-church-sign: C. R. CHURCH, The Cash Draper, Late Mr Bowler, High street. xyxy=(290,151,410,169)
quarantine-body: Heaton Molten, an immigrant, died of low fever at the quarantine station. xyxy=(693,1253,821,1279)
contempt-body: The application made in banco against Mr. Syme, proprietor of the "Age," for contempt of Court, in commenting on the libel case, has been granted. xyxy=(693,1072,821,1115)
ready-inspection: READY FOR INSPECTION. xyxy=(170,791,248,817)
lot-item: Lots 18 to 26, 20 quarter-acre sections, quarter-acre section xyxy=(419,599,547,614)
all-the: ALL THE xyxy=(183,739,235,752)
mining-heading: Mining. xyxy=(874,549,915,562)
school-vote-heading: The Vote for School Buildings. xyxy=(844,632,945,658)
dateline-auckland-25: AUCKLAND, March 25. xyxy=(693,1553,821,1566)
theatre-royal: THEATRE ROYAL. xyxy=(437,24,529,64)
lot-item: Lots 116 to 118, 1 rood each xyxy=(419,781,510,789)
hands-wages: 700 Hands Receive Weekly Wages from the NEW ZEALAND CLOTHING FACTORY. xyxy=(148,866,270,893)
good-friday-body: FRIDAY NEXT, being Good Friday, THE GLOBE will NOT BE PUBLISHED on that day. xyxy=(8,750,136,777)
parliamentary-heading: Parliamentary. xyxy=(719,508,795,521)
